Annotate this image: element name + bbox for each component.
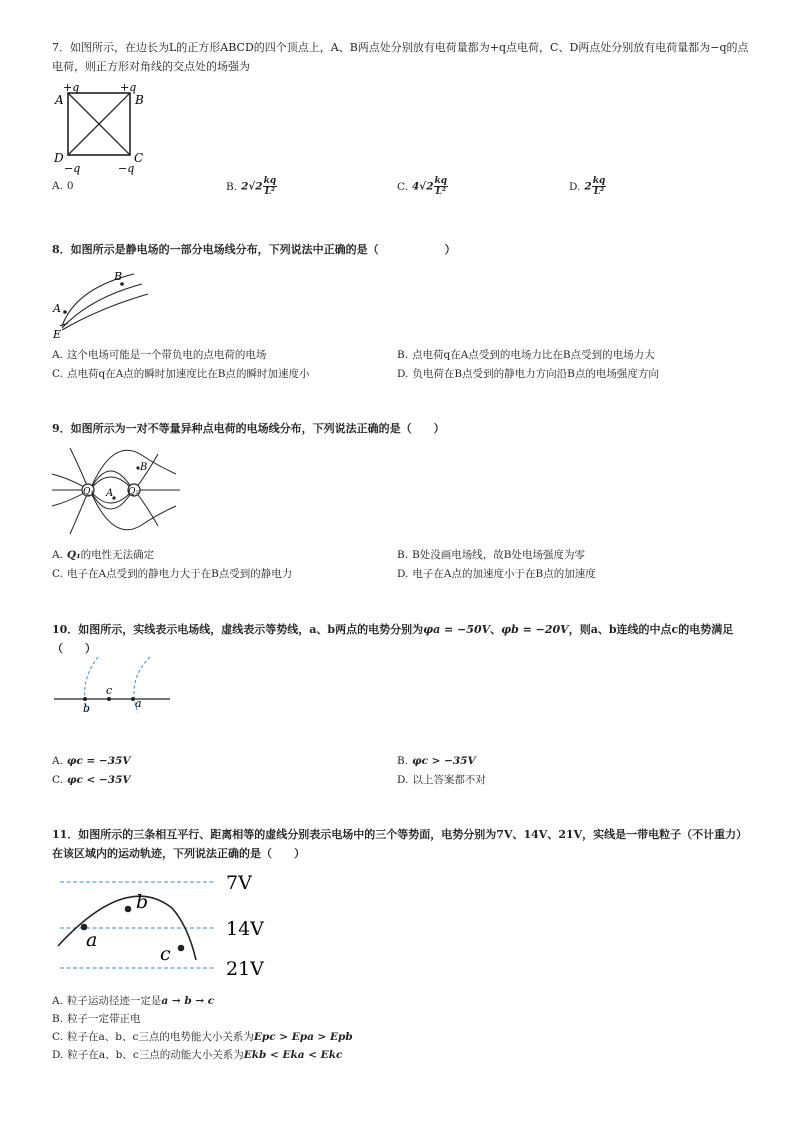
q10-equipotential-figure	[52, 655, 177, 715]
q7-label-c: C	[134, 151, 144, 165]
q10-label-b: b	[83, 702, 91, 715]
q7-square-figure	[50, 80, 160, 175]
q7-label-minus-q-d: −q	[64, 162, 81, 175]
q7-label-plus-q-a: +q	[63, 81, 80, 94]
q10-label-c: c	[106, 684, 113, 697]
q7-option-c[interactable]: C. 4√2 $\frac{kq}{\text{L²}}$	[397, 176, 448, 197]
q9-dipole-field-figure	[48, 444, 188, 544]
q7-option-d[interactable]: D. 2 $\frac{kq}{\text{L²}}$	[569, 176, 606, 197]
q9-label-b: B	[140, 462, 148, 473]
q11-trajectory-figure	[56, 868, 276, 984]
q11-label-b: b	[136, 891, 149, 913]
q10-option-d[interactable]: D. 以上答案都不对	[397, 774, 486, 786]
q7-label-a: A	[55, 93, 64, 107]
question-9	[52, 419, 752, 438]
q11-option-b[interactable]: B. 粒子一定带正电	[52, 1013, 141, 1025]
q11-option-a[interactable]: A. 粒子运动径迹一定是a → b → c	[52, 995, 215, 1007]
q7-label-d: D	[54, 151, 64, 165]
q8-option-c[interactable]: C. 点电荷q在A点的瞬时加速度比在B点的瞬时加速度小	[52, 368, 310, 380]
q8-label-a: A	[53, 302, 61, 315]
q11-label-c: c	[160, 943, 171, 965]
question-7-stem: 7．如图所示，在边长为L的正方形ABCD的四个顶点上，A、B两点处分别放有电荷量都为+q点电荷，C、D两点处分别放有电荷量都为−q的点电荷，则正方形对角线的交点处的场强为	[52, 41, 749, 73]
q11-label-7v: 7V	[226, 872, 252, 894]
question-8	[52, 240, 752, 259]
q7-label-minus-q-c: −q	[118, 162, 135, 175]
question-7	[52, 38, 752, 76]
q9-label-q2: Q₂	[128, 487, 139, 497]
q7-label-b: B	[135, 93, 144, 107]
q8-option-b[interactable]: B. 点电荷q在A点受到的电场力比在B点受到的电场力大	[397, 349, 655, 361]
q9-label-a: A	[106, 488, 114, 499]
question-9-stem: 9．如图所示为一对不等量异种点电荷的电场线分布，下列说法正确的是（ ）	[52, 422, 445, 435]
q11-label-a: a	[86, 929, 98, 951]
q10-option-b[interactable]: B. φc > −35V	[397, 755, 476, 767]
q9-option-b[interactable]: B. B处没画电场线，故B处电场强度为零	[397, 549, 585, 561]
q10-option-c[interactable]: C. φc < −35V	[52, 774, 131, 786]
q7-option-a[interactable]: A. 0	[52, 180, 74, 192]
q7-option-b[interactable]: B. 2√2 $\frac{kq}{\text{L²}}$	[226, 176, 277, 197]
q11-label-14v: 14V	[226, 918, 264, 940]
q8-option-a[interactable]: A. 这个电场可能是一个带负电的点电荷的电场	[52, 349, 267, 361]
q9-option-d[interactable]: D. 电子在A点的加速度小于在B点的加速度	[397, 568, 596, 580]
q10-option-a[interactable]: A. φc = −35V	[52, 755, 131, 767]
question-10	[52, 620, 752, 658]
question-10-stem: 10．如图所示，实线表示电场线，虚线表示等势线，a、b两点的电势分别为φa = −50V、φb = −20V，则a、b连线的中点c的电势满足（ ）	[52, 623, 734, 655]
q8-label-b: B	[114, 270, 123, 283]
q10-label-a: a	[135, 697, 142, 710]
question-8-stem: 8．如图所示是静电场的一部分电场线分布，下列说法中正确的是（ ）	[52, 243, 456, 256]
question-11	[52, 825, 752, 863]
q11-option-c[interactable]: C. 粒子在a、b、c三点的电势能大小关系为Epc > Epa > Epb	[52, 1031, 353, 1043]
q9-option-c[interactable]: C. 电子在A点受到的静电力大于在B点受到的静电力	[52, 568, 293, 580]
q9-option-a[interactable]: A. Q₁的电性无法确定	[52, 549, 155, 561]
q7-label-plus-q-b: +q	[120, 81, 137, 94]
q11-label-21v: 21V	[226, 958, 264, 980]
question-11-stem: 11．如图所示的三条相互平行、距离相等的虚线分别表示电场中的三个等势面，电势分别为7V、14V、21V，实线是一带电粒子（不计重力）在该区域内的运动轨迹，下列说法正确的是（ ）	[52, 828, 748, 860]
q8-field-lines-figure	[50, 268, 150, 340]
q11-option-d[interactable]: D. 粒子在a、b、c三点的动能大小关系为Ekb < Eka < Ekc	[52, 1049, 343, 1061]
q8-option-d[interactable]: D. 负电荷在B点受到的静电力方向沿B点的电场强度方向	[397, 368, 659, 380]
q9-label-q1: Q₁	[83, 487, 94, 497]
q8-label-e: E	[53, 328, 62, 341]
